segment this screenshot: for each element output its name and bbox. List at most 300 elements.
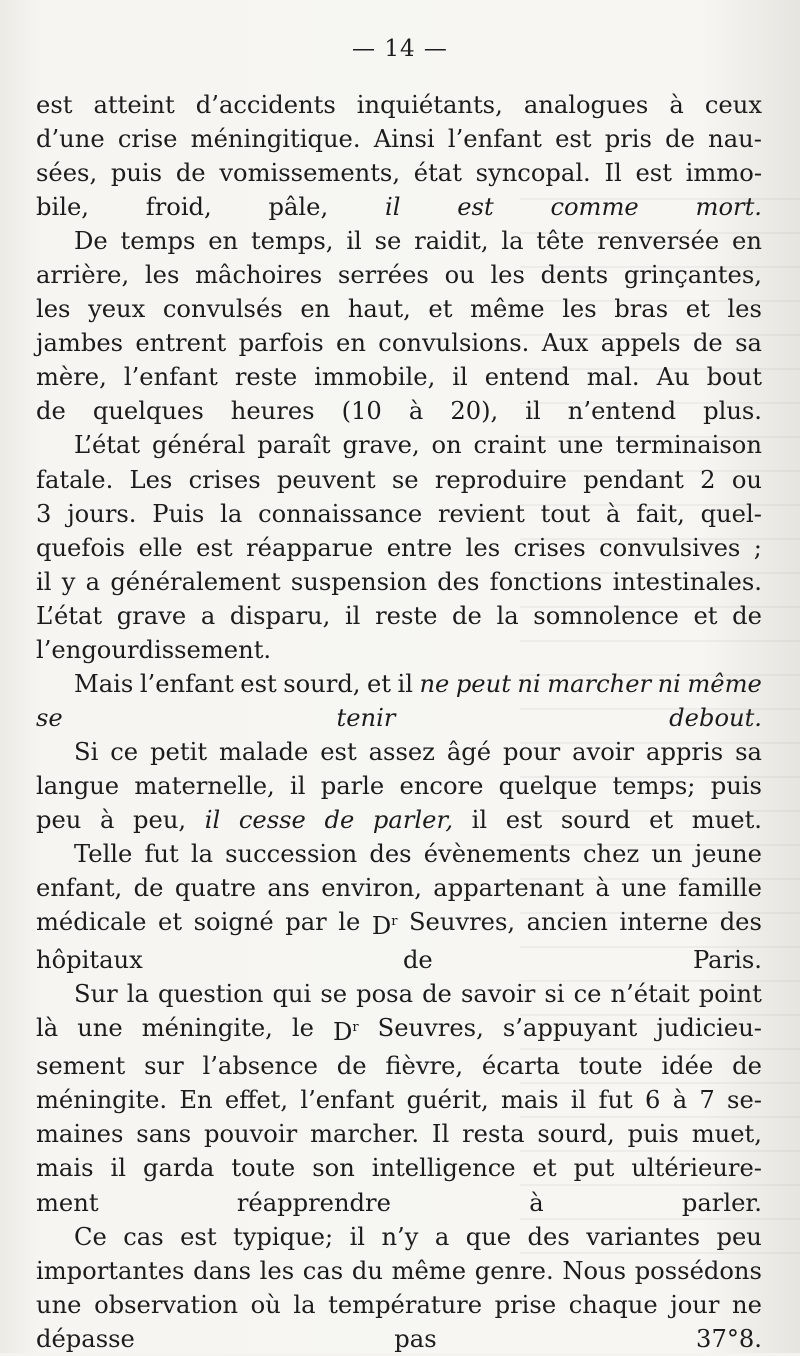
text-line — [36, 463, 762, 497]
word: Nous — [562, 1256, 627, 1285]
text-line — [36, 122, 762, 156]
word: Sur — [74, 980, 118, 1009]
word: L’état — [74, 431, 141, 460]
word: général — [152, 431, 246, 460]
word: soigné — [193, 908, 274, 937]
paragraph — [36, 735, 762, 837]
word: de — [692, 329, 723, 358]
word: renversée — [597, 227, 720, 256]
word: est — [240, 669, 277, 698]
word: haut, — [347, 295, 411, 324]
word: atteint — [93, 91, 175, 119]
word: a — [434, 1222, 450, 1251]
word: des — [527, 1222, 570, 1251]
word: le — [338, 908, 361, 937]
word: des — [719, 908, 762, 937]
word: disparu, — [229, 601, 331, 630]
word: jambes — [36, 329, 124, 358]
paragraph — [36, 224, 762, 428]
word: méningite, — [141, 1014, 273, 1043]
word: est — [635, 159, 672, 188]
text-line — [36, 871, 762, 905]
word: somnolence — [533, 601, 679, 630]
word: savoir — [460, 980, 536, 1009]
word: bout — [706, 363, 762, 392]
word: immobile, — [314, 363, 436, 392]
word: observation — [94, 1290, 239, 1319]
word: l’enfant — [139, 669, 234, 698]
word: on — [431, 431, 462, 460]
word: l’enfant — [447, 125, 542, 154]
word: ans — [267, 874, 310, 903]
word: une — [77, 1014, 123, 1043]
text-line — [36, 1083, 762, 1117]
word: les — [36, 295, 71, 324]
paragraph — [36, 88, 762, 224]
word: entrent — [135, 329, 227, 358]
word: Il — [604, 159, 622, 188]
text-line — [36, 531, 762, 565]
word: même — [470, 295, 545, 324]
word: Telle — [74, 840, 133, 869]
word: arrière, — [36, 261, 130, 290]
word: genre. — [474, 1256, 554, 1285]
word: grave, — [342, 431, 420, 460]
word: crises — [188, 465, 261, 494]
word: des — [437, 567, 480, 596]
word: l’enfant — [123, 363, 218, 392]
word: ou — [444, 261, 475, 290]
text-line — [36, 1220, 762, 1254]
word: marcher. — [310, 1120, 420, 1149]
word: reproduire — [434, 465, 568, 494]
word: dents — [540, 261, 609, 290]
word: garda — [142, 1154, 215, 1183]
word: Il — [431, 1120, 450, 1149]
text-line — [36, 977, 762, 1011]
word: 2 — [700, 465, 716, 494]
word: dans — [193, 1256, 252, 1285]
word: jour — [670, 1290, 720, 1319]
word: muet, — [691, 1120, 762, 1149]
text-line — [36, 1186, 762, 1220]
paragraph — [36, 428, 762, 666]
word: parfois — [238, 329, 324, 358]
word: âgé — [446, 737, 492, 766]
word: de — [665, 125, 695, 154]
word: même — [391, 1256, 467, 1285]
word: 6 — [645, 1086, 661, 1115]
word: effet, — [224, 1086, 289, 1115]
word: y — [61, 567, 76, 596]
text-line — [36, 599, 762, 633]
word: terminaison — [615, 431, 762, 460]
word: puis — [710, 771, 762, 800]
text-line — [36, 1322, 762, 1356]
word: les — [490, 261, 525, 290]
word: méningite. — [36, 1086, 168, 1115]
text-run: dépasse pas 37°8. — [36, 1324, 762, 1353]
text-line — [36, 701, 762, 735]
word: jours. — [67, 499, 137, 528]
word: fonctions — [489, 567, 603, 596]
word: famille — [678, 874, 762, 903]
word: $D^r$ — [371, 912, 398, 941]
word: à — [669, 91, 684, 119]
word: Seuvres, — [408, 908, 516, 937]
word: judicieu- — [656, 1014, 762, 1043]
word: reste — [375, 601, 438, 630]
word: ou — [731, 465, 762, 494]
word: en — [732, 227, 762, 256]
text-run: bile, froid, pâle, — [36, 193, 385, 222]
word: variantes — [586, 1222, 701, 1251]
word: fait, — [636, 499, 685, 528]
word: Si — [74, 737, 99, 766]
word: ceux — [704, 91, 762, 119]
word: il — [397, 669, 413, 698]
word: sourd, — [537, 1120, 615, 1149]
word: en — [300, 295, 331, 324]
word: L’état — [36, 601, 103, 630]
word: pouvoir — [204, 1120, 298, 1149]
text-line — [36, 769, 762, 803]
word: sement — [36, 1052, 126, 1081]
word: généralement — [110, 567, 281, 596]
word: guérit, — [406, 1086, 489, 1115]
word: de — [336, 1052, 367, 1081]
word: il — [289, 771, 306, 800]
word: de — [175, 159, 206, 188]
text-line — [36, 1288, 762, 1322]
word: assez — [368, 737, 435, 766]
word: la — [496, 601, 519, 630]
text-line — [36, 190, 762, 224]
word: craint — [473, 431, 547, 460]
word: connaissance — [258, 499, 423, 528]
word: Les — [129, 465, 173, 494]
word: que — [465, 1222, 512, 1251]
word: temps, — [250, 227, 334, 256]
word: syncopal. — [475, 159, 591, 188]
word: entend — [484, 363, 570, 392]
word: des — [369, 840, 412, 869]
word: 3 — [36, 499, 52, 528]
text-line — [36, 394, 762, 428]
paragraph — [36, 837, 762, 977]
word: se — [320, 980, 348, 1009]
word: pour — [503, 737, 561, 766]
word: toute — [231, 1154, 296, 1183]
word: où — [250, 1290, 281, 1319]
word: de — [732, 601, 762, 630]
word: une — [557, 431, 604, 460]
word: paraît — [257, 431, 331, 460]
word: n’y — [381, 1222, 419, 1251]
word: petit — [150, 737, 208, 766]
word: état — [413, 159, 462, 188]
word: cas — [302, 1256, 344, 1285]
word: méningitique. — [190, 125, 361, 154]
word: ultérieure- — [631, 1154, 762, 1183]
word: d’une — [36, 125, 105, 154]
word: les — [259, 1256, 295, 1285]
word: se- — [727, 1086, 762, 1115]
word: Au — [656, 363, 690, 392]
word: par — [285, 908, 327, 937]
word: crises — [513, 533, 586, 562]
text-run: il cesse de parler, — [204, 805, 454, 834]
word: il — [346, 227, 362, 256]
word: et — [693, 601, 718, 630]
word: quatre — [174, 874, 256, 903]
word: ancien — [526, 908, 608, 937]
word: intestinales. — [612, 567, 762, 596]
word: bras — [614, 295, 669, 324]
word: grinçantes, — [623, 261, 762, 290]
word: sées, — [36, 159, 98, 188]
word: ; — [753, 533, 762, 562]
text-line — [36, 837, 762, 871]
word: une — [621, 874, 667, 903]
text-line — [36, 224, 762, 258]
word: appris — [646, 737, 724, 766]
text-line — [36, 497, 762, 531]
word: la — [220, 499, 243, 528]
word: importantes — [36, 1256, 185, 1285]
word: une — [36, 1290, 82, 1319]
word: Mais — [74, 669, 134, 698]
word: la — [190, 840, 214, 869]
word: Ainsi — [373, 125, 435, 154]
word: enfant, — [36, 874, 123, 903]
word: revient — [437, 499, 525, 528]
word: et — [428, 295, 453, 324]
word: quefois — [36, 533, 126, 562]
word: appels — [600, 329, 681, 358]
text-line — [36, 633, 762, 667]
word: encore — [399, 771, 484, 800]
text-line — [36, 803, 762, 837]
word: 7 — [699, 1086, 715, 1115]
word: la — [501, 227, 524, 256]
word: sa — [735, 329, 762, 358]
word: se — [374, 227, 402, 256]
word: suspension — [290, 567, 427, 596]
word: ce — [110, 737, 139, 766]
word: puis — [110, 159, 163, 188]
word: ni — [657, 669, 681, 698]
word: sur — [144, 1052, 184, 1081]
word: put — [573, 1154, 615, 1183]
word: Seuvres, — [377, 1014, 484, 1043]
text-line — [36, 156, 762, 190]
word: qui — [272, 980, 312, 1009]
text-line — [36, 1049, 762, 1083]
text-run: l’engourdissement. — [36, 635, 272, 664]
text-line — [36, 360, 762, 394]
word: ce — [573, 980, 602, 1009]
text-line — [36, 565, 762, 599]
word: fut — [598, 1086, 633, 1115]
word: et — [532, 1154, 557, 1183]
word: maternelle, — [134, 771, 275, 800]
word: fut — [144, 840, 179, 869]
word: toute — [578, 1052, 643, 1081]
word: se — [391, 465, 419, 494]
word: interne — [619, 908, 709, 937]
word: un — [651, 840, 683, 869]
word: convulsions. — [378, 329, 530, 358]
word: il — [349, 1222, 366, 1251]
word: point — [698, 980, 762, 1009]
word: nau- — [708, 125, 762, 154]
word: là — [36, 1014, 59, 1043]
word: succession — [225, 840, 358, 869]
paragraph — [36, 1220, 762, 1356]
word: température — [328, 1290, 483, 1319]
word: entre — [386, 533, 453, 562]
word: ne — [732, 1290, 762, 1319]
word: et — [685, 295, 710, 324]
word: de — [133, 874, 164, 903]
word: sa — [735, 737, 762, 766]
word: convulsives — [599, 533, 741, 562]
word: d’accidents — [195, 91, 336, 119]
word: typique; — [232, 1222, 334, 1251]
word: en — [208, 227, 239, 256]
word: peu — [716, 1222, 762, 1251]
word: n’était — [610, 980, 690, 1009]
word: de — [732, 1052, 762, 1081]
word: du — [351, 1256, 383, 1285]
word: les — [465, 533, 501, 562]
text-line — [36, 735, 762, 769]
word: son — [312, 1154, 355, 1183]
word: mais — [36, 1154, 94, 1183]
text-line — [36, 88, 762, 122]
paragraph — [36, 667, 762, 735]
word: à — [606, 499, 621, 528]
word: crise — [117, 125, 178, 154]
word: peuvent — [276, 465, 376, 494]
word: quelque — [498, 771, 598, 800]
word: chaque — [568, 1290, 658, 1319]
word: il — [344, 601, 361, 630]
word: à — [595, 874, 610, 903]
word: analogues — [523, 91, 649, 119]
word: Aux — [541, 329, 589, 358]
word: la — [126, 980, 149, 1009]
word: il — [110, 1154, 126, 1183]
word: mal. — [586, 363, 640, 392]
word: et — [366, 669, 392, 698]
word: appartenant — [433, 874, 584, 903]
word: peut — [455, 669, 511, 698]
word: quel- — [700, 499, 762, 528]
word: tête — [536, 227, 585, 256]
word: les — [562, 295, 597, 324]
word: les — [144, 261, 180, 290]
word: temps; — [612, 771, 696, 800]
word: possédons — [634, 1256, 762, 1285]
word: s’appuyant — [502, 1014, 638, 1043]
body-text — [36, 88, 762, 1356]
word: fatale. — [36, 465, 114, 494]
word: maines — [36, 1120, 124, 1149]
word: environ, — [321, 874, 422, 903]
text-line — [36, 905, 762, 943]
word: réapparue — [246, 533, 374, 562]
word: à — [672, 1086, 688, 1115]
word: l’enfant — [300, 1086, 395, 1115]
word: est — [555, 125, 592, 154]
word: avoir — [572, 737, 635, 766]
word: chez — [583, 840, 640, 869]
word: grave — [116, 601, 187, 630]
word: raidit, — [414, 227, 489, 256]
word: est — [180, 1222, 217, 1251]
word: de — [452, 601, 482, 630]
word: est — [196, 533, 233, 562]
word: les — [727, 295, 762, 324]
word: de — [422, 980, 452, 1009]
text-line — [36, 667, 762, 701]
word: question — [158, 980, 264, 1009]
word: langue — [36, 771, 120, 800]
text-line — [36, 326, 762, 360]
word: immo- — [685, 159, 762, 188]
word: idée — [661, 1052, 714, 1081]
word: En — [179, 1086, 213, 1115]
word: même — [687, 669, 762, 698]
word: pris — [604, 125, 652, 154]
word: vomissements, — [219, 159, 401, 188]
word: et — [158, 908, 183, 937]
word: intelligence — [371, 1154, 516, 1183]
text-run: de quelques heures (10 à 20), il n’entend plus. — [36, 397, 762, 426]
word: malade — [218, 737, 309, 766]
word: puis — [627, 1120, 679, 1149]
word: médicale — [36, 908, 147, 937]
word: convulsés — [162, 295, 283, 324]
word: serrées — [337, 261, 429, 290]
word: écarta — [481, 1052, 560, 1081]
word: resta — [462, 1120, 525, 1149]
text-line — [36, 292, 762, 326]
word: yeux — [88, 295, 146, 324]
word: cas — [123, 1222, 164, 1251]
word: fièvre, — [385, 1052, 464, 1081]
word: évènements — [423, 840, 571, 869]
word: De — [74, 227, 108, 256]
word: a — [200, 601, 216, 630]
word: parle — [320, 771, 385, 800]
text-line — [36, 943, 762, 977]
page-number: — 14 — — [352, 36, 448, 62]
word: temps — [120, 227, 196, 256]
word: pendant — [583, 465, 684, 494]
word: sourd, — [283, 669, 361, 698]
word: inquiétants, — [356, 91, 503, 119]
word: le — [291, 1014, 314, 1043]
word: mâchoires — [195, 261, 323, 290]
word: Ce — [74, 1222, 107, 1251]
word: l’absence — [202, 1052, 318, 1081]
text-line — [36, 1254, 762, 1288]
text-line — [36, 1151, 762, 1185]
text-run: il est sourd et muet. — [453, 805, 762, 834]
